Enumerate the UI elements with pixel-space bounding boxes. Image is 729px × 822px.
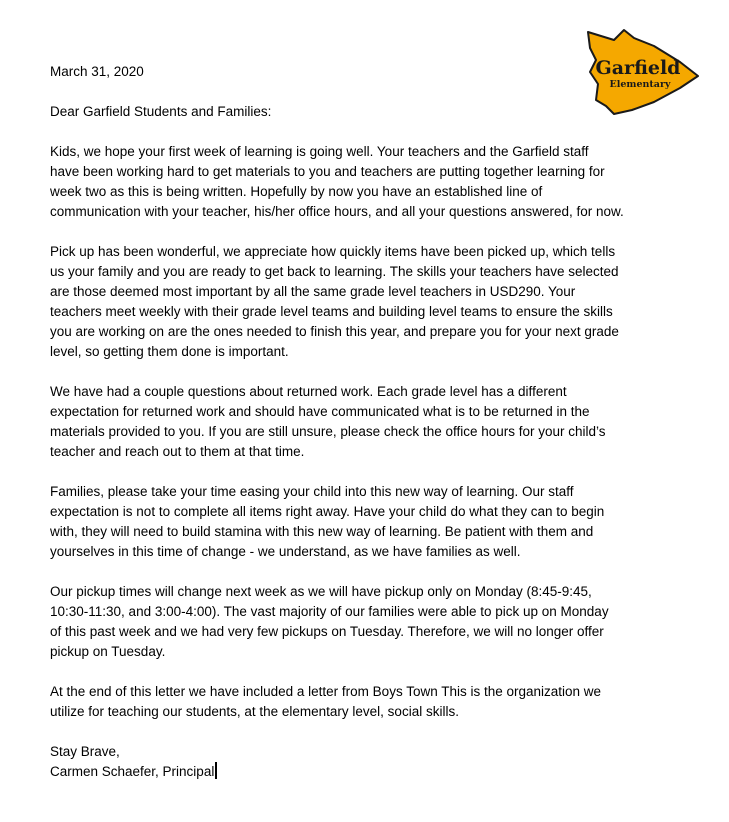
paragraph-4 (50, 482, 690, 562)
text-line: expectation is not to complete all items right away. Have your child do what they can to begin (50, 504, 605, 519)
paragraph-5 (50, 582, 690, 662)
text-line: us your family and you are ready to get back to learning. The skills your teachers have selected (50, 264, 619, 279)
letter-signature: Carmen Schaefer, Principal (50, 764, 215, 779)
paragraph-1 (50, 142, 690, 222)
logo-line2: Elementary (609, 79, 671, 90)
text-line: have been working hard to get materials to you and teachers are putting together learning for (50, 164, 605, 179)
text-line: week two as this is being written. Hopefully by now you have an established line of (50, 184, 543, 199)
text-line: communication with your teacher, his/her office hours, and all your questions answered, for now. (50, 204, 624, 219)
text-line: Our pickup times will change next week as we will have pickup only on Monday (8:45-9:45, (50, 584, 592, 599)
text-cursor (215, 762, 217, 779)
text-line: utilize for teaching our students, at the elementary level, social skills. (50, 704, 459, 719)
text-line: of this past week and we had very few pickups on Tuesday. Therefore, we will no longer offer (50, 624, 604, 639)
text-line: We have had a couple questions about returned work. Each grade level has a different (50, 384, 567, 399)
text-line: Kids, we hope your first week of learning is going well. Your teachers and the Garfield staff (50, 144, 589, 159)
text-line: are those deemed most important by all the same grade level teachers in USD290. Your (50, 284, 576, 299)
paragraph-2 (50, 242, 690, 362)
paragraph-6 (50, 682, 690, 722)
text-line: teacher and reach out to them at that time. (50, 444, 305, 459)
letter-closing: Stay Brave, (50, 744, 120, 759)
letter-signature-line[interactable] (50, 762, 690, 782)
text-line: pickup on Tuesday. (50, 644, 166, 659)
text-line: materials provided to you. If you are still unsure, please check the office hours for your child’s (50, 424, 606, 439)
text-line: level, so getting them done is important. (50, 344, 289, 359)
text-line: yourselves in this time of change - we understand, as we have families as well. (50, 544, 521, 559)
letter-date: March 31, 2020 (50, 64, 144, 79)
text-line: expectation for returned work and should have communicated what is to be returned in the (50, 404, 590, 419)
text-line: Pick up has been wonderful, we appreciate how quickly items have been picked up, which tells (50, 244, 616, 259)
text-line: At the end of this letter we have included a letter from Boys Town This is the organization we (50, 684, 602, 699)
text-line: teachers meet weekly with their grade level teams and building level teams to ensure the skills (50, 304, 613, 319)
letter-body (50, 62, 690, 782)
text-line: Families, please take your time easing your child into this new way of learning. Our staff (50, 484, 574, 499)
paragraph-3 (50, 382, 690, 462)
text-line: you are working on are the ones needed to finish this year, and prepare you for your next grade (50, 324, 619, 339)
letter-salutation: Dear Garfield Students and Families: (50, 104, 272, 119)
text-line: 10:30-11:30, and 3:00-4:00). The vast majority of our families were able to pick up on Monday (50, 604, 609, 619)
text-line: with, they will need to build stamina with this new way of learning. Be patient with them and (50, 524, 594, 539)
logo-line1: Garfield (595, 57, 681, 79)
